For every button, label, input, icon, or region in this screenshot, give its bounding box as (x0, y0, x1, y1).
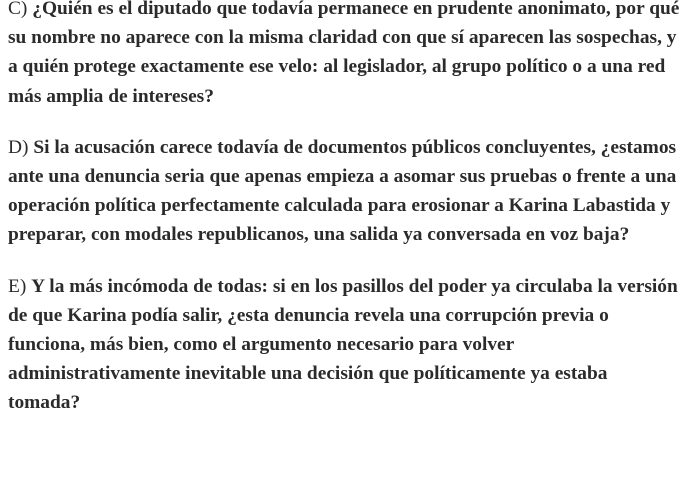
question-d-text: Si la acusación carece todavía de documentos públicos concluyentes, ¿estamos ante una denuncia seria que apenas empieza a asomar sus pruebas o frente a una operación política perfectamente calculada para erosionar a Karina Labastida y preparar, con modales republicanos, una salida ya conversada en voz baja? (8, 136, 677, 246)
question-c-letter: C) (8, 0, 28, 19)
question-c-paragraph (8, 0, 680, 111)
question-d-letter: D) (8, 136, 29, 158)
question-c-text: ¿Quién es el diputado que todavía permanece en prudente anonimato, por qué su nombre no aparece con la misma claridad con que sí aparecen las sospechas, y a quién protege exactamente ese velo: al legislador, al grupo político o a una red más amplia de intereses? (8, 0, 680, 107)
question-e-text: Y la más incómoda de todas: si en los pasillos del poder ya circulaba la versión de que Karina podía salir, ¿esta denuncia revela una corrupción previa o funciona, más bien, como el argumento necesario para volver administrativamente inevitable una decisión que políticamente ya estaba tomada? (8, 275, 678, 414)
question-d-paragraph (8, 133, 680, 250)
question-e-paragraph (8, 272, 680, 418)
question-e-letter: E) (8, 275, 27, 297)
article-body (8, 0, 680, 440)
